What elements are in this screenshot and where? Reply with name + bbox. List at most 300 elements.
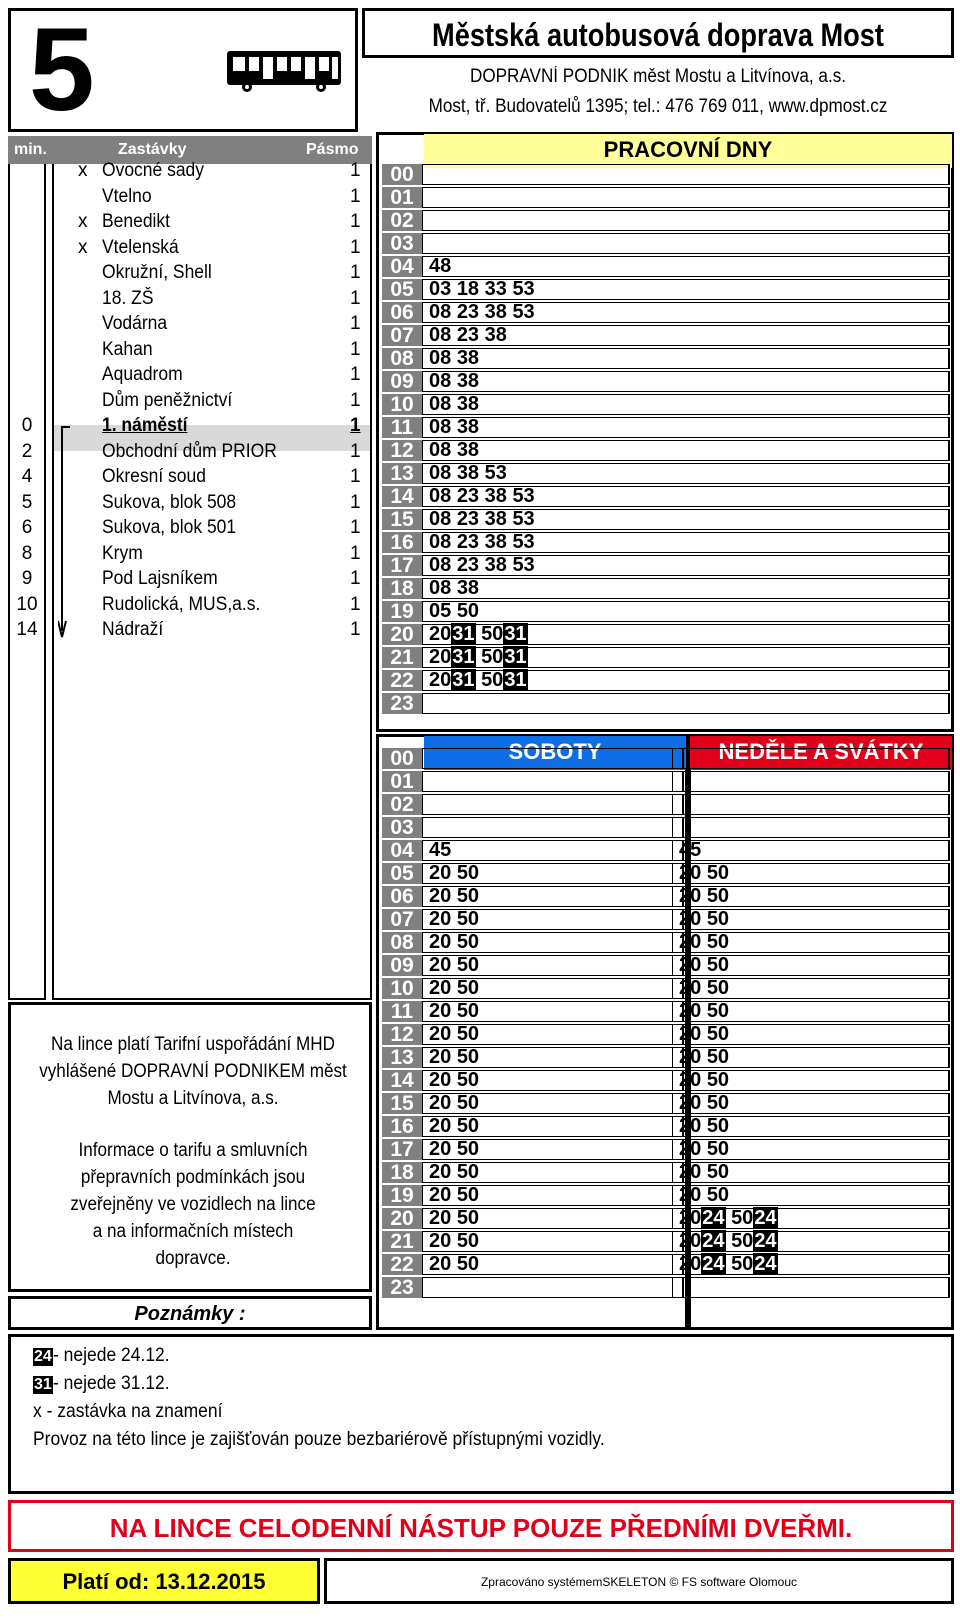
departure-minute: 53 <box>512 278 535 300</box>
departure-minute: 20 <box>679 1023 702 1045</box>
departure-minute: 50 <box>706 1046 730 1068</box>
hour-cell: 18 <box>382 1162 422 1183</box>
departure-minute: 53 <box>512 485 535 507</box>
departure-minute: 50 <box>456 862 480 884</box>
departure-minute: 20 <box>429 908 452 930</box>
exception-badge: 31 <box>452 646 475 668</box>
departure-minute: 20 <box>429 1253 452 1275</box>
workday-minutes-row <box>422 325 950 346</box>
departure-minute: 50 <box>706 1115 730 1137</box>
departure-minute: 20 <box>429 885 452 907</box>
departure-minute: 38 <box>456 393 480 415</box>
exception-badge: 24 <box>702 1230 725 1252</box>
hour-cell: 23 <box>382 1277 422 1298</box>
sunday-minutes-row <box>672 1254 950 1275</box>
stop-name: Vtelno <box>102 185 152 207</box>
departure-minute: 38 <box>484 508 507 530</box>
hour-cell: 21 <box>382 647 422 668</box>
workday-minutes-row <box>422 647 950 668</box>
request-stop-mark: x <box>78 160 88 181</box>
stop-zone: 1 <box>350 313 361 334</box>
departure-minute: 20 <box>429 669 452 691</box>
stop-zone: 1 <box>350 440 361 462</box>
line-number: 5 <box>29 4 95 136</box>
departure-minute: 50 <box>456 600 480 622</box>
stop-name: Sukova, blok 501 <box>102 517 237 538</box>
departure-minute: 50 <box>706 931 730 953</box>
departure-minute: 20 <box>429 1069 452 1091</box>
departure-minute: 38 <box>484 554 507 576</box>
stop-minute: 4 <box>21 466 33 487</box>
stop-name: Vodárna <box>102 313 168 334</box>
departure-minute: 23 <box>456 324 480 346</box>
badge-24: 24 <box>34 1348 52 1365</box>
stop-zone: 1 <box>350 262 361 283</box>
departure-minute: 50 <box>456 1115 480 1137</box>
hour-cell: 03 <box>382 233 422 254</box>
notes-title: Poznámky : <box>134 1303 246 1325</box>
hour-cell: 09 <box>382 955 422 976</box>
stop-name: Krym <box>102 542 143 564</box>
company-subtitle: DOPRAVNÍ PODNIK měst Mostu a Litvínova, a.s. <box>469 66 847 87</box>
departure-minute: 50 <box>456 1138 480 1160</box>
hour-cell: 19 <box>382 1185 422 1206</box>
stop-zone: 1 <box>350 619 361 640</box>
stop-row <box>8 184 372 210</box>
hour-cell: 04 <box>382 840 422 861</box>
departure-minute: 45 <box>429 839 452 861</box>
stop-name: Pod Lajsníkem <box>102 568 218 589</box>
workday-minutes-row <box>422 509 950 530</box>
stop-name: Ovocné sady <box>102 160 205 181</box>
workday-minutes-row <box>422 279 950 300</box>
hour-cell: 22 <box>382 670 422 691</box>
tariff-line: Mostu a Litvínova, a.s. <box>107 1088 279 1109</box>
valid-from: Platí od: 13.12.2015 <box>62 1569 266 1594</box>
departure-minute: 53 <box>512 554 535 576</box>
departure-minute: 50 <box>706 1092 730 1114</box>
hour-cell: 02 <box>382 210 422 231</box>
exception-badge: 24 <box>754 1230 777 1252</box>
departure-minute: 20 <box>429 1138 452 1160</box>
stop-name: Dům peněžnictví <box>102 389 233 411</box>
departure-minute: 08 <box>429 301 452 323</box>
tariff-paragraph-2 <box>11 1137 375 1272</box>
hour-cell: 06 <box>382 302 422 323</box>
stop-row <box>8 464 372 490</box>
hour-cell: 02 <box>382 794 422 815</box>
stop-row <box>8 337 372 363</box>
sunday-minutes-row <box>672 1231 950 1252</box>
stop-name: Okružní, Shell <box>102 262 212 283</box>
saturday-minutes-row <box>422 932 684 953</box>
departure-minute: 08 <box>429 347 452 369</box>
departure-minute: 20 <box>429 1230 452 1252</box>
departure-minute: 20 <box>429 1046 452 1068</box>
legend-24 <box>33 1345 180 1367</box>
workdays-title: PRACOVNÍ DNY <box>424 134 952 168</box>
min-header: min. <box>14 141 47 158</box>
departure-minute: 20 <box>679 908 702 930</box>
departure-minute: 38 <box>456 347 480 369</box>
stop-minute: 9 <box>21 568 33 589</box>
departure-minute: 38 <box>456 370 480 392</box>
hour-cell: 08 <box>382 348 422 369</box>
sunday-minutes-row <box>672 1162 950 1183</box>
tariff-paragraph-1 <box>11 1031 375 1112</box>
tariff-line: Informace o tarifu a smluvních <box>78 1140 308 1161</box>
request-stop-mark: x <box>78 211 88 232</box>
sunday-minutes-row <box>672 1116 950 1137</box>
departure-minute: 38 <box>456 577 480 599</box>
departure-minute: 50 <box>456 977 480 999</box>
stop-zone: 1 <box>350 185 361 207</box>
stop-zone: 1 <box>350 568 361 589</box>
stop-zone: 1 <box>350 389 361 411</box>
stop-name: Benedikt <box>102 211 171 232</box>
departure-minute: 50 <box>456 908 480 930</box>
stop-name: Nádraží <box>102 619 164 640</box>
workday-minutes-row <box>422 693 950 714</box>
saturday-minutes-row <box>422 748 684 769</box>
departure-minute: 50 <box>456 931 480 953</box>
departure-minute: 20 <box>429 623 452 645</box>
saturday-minutes-row <box>422 955 684 976</box>
departure-minute: 38 <box>484 485 507 507</box>
stop-zone: 1 <box>350 466 361 487</box>
hour-cell: 06 <box>382 886 422 907</box>
workday-minutes-row <box>422 601 950 622</box>
departure-minute: 08 <box>429 554 452 576</box>
workday-minutes-row <box>422 486 950 507</box>
hour-cell: 01 <box>382 187 422 208</box>
hour-cell: 05 <box>382 863 422 884</box>
exception-badge: 24 <box>754 1207 777 1229</box>
legend-accessibility <box>33 1429 654 1451</box>
stop-row <box>8 515 372 541</box>
stop-name: Sukova, blok 508 <box>102 491 237 513</box>
saturday-minutes-row <box>422 840 684 861</box>
departure-minute: 08 <box>429 485 452 507</box>
sunday-minutes-row <box>672 794 950 815</box>
saturdays-title: SOBOTY <box>424 736 686 770</box>
departure-minute: 18 <box>456 278 480 300</box>
saturday-minutes-row <box>422 1047 684 1068</box>
departure-minute: 50 <box>706 885 730 907</box>
departure-minute: 20 <box>429 1000 452 1022</box>
departure-minute: 20 <box>679 1092 702 1114</box>
departure-minute: 50 <box>456 1000 480 1022</box>
departure-minute: 20 <box>679 1207 702 1229</box>
saturday-minutes-row <box>422 1116 684 1137</box>
legend-access-text: Provoz na této lince je zajišťován pouze bezbariérově přístupnými vozidly. <box>33 1429 605 1450</box>
stop-name: Aquadrom <box>102 364 183 385</box>
departure-minute: 50 <box>456 1046 480 1068</box>
departure-minute: 50 <box>456 1207 480 1229</box>
departure-minute: 50 <box>706 977 730 999</box>
workday-minutes-row <box>422 164 950 185</box>
departure-minute: 08 <box>429 370 452 392</box>
departure-minute: 20 <box>429 1184 452 1206</box>
workday-minutes-row <box>422 624 950 645</box>
departure-minute: 38 <box>456 416 480 438</box>
stop-name: Kahan <box>102 338 153 360</box>
hour-cell: 13 <box>382 1047 422 1068</box>
hour-cell: 00 <box>382 164 422 185</box>
departure-minute: 50 <box>456 954 480 976</box>
line-number-box <box>8 4 358 136</box>
departure-minute: 20 <box>429 1115 452 1137</box>
departure-minute: 08 <box>429 577 452 599</box>
departure-minute: 08 <box>429 324 452 346</box>
stop-row <box>8 158 372 184</box>
exception-badge: 31 <box>504 623 527 645</box>
saturday-minutes-row <box>422 1208 684 1229</box>
hour-cell: 00 <box>382 748 422 769</box>
valid-from-box <box>8 1558 320 1604</box>
departure-minute: 50 <box>456 1161 480 1183</box>
departure-minute: 20 <box>679 1230 702 1252</box>
exception-badge: 24 <box>702 1207 725 1229</box>
legend-request-stop <box>33 1401 239 1423</box>
notes-title-box <box>8 1296 372 1330</box>
exception-badge: 24 <box>702 1253 725 1275</box>
stop-row <box>8 439 372 465</box>
stop-minute: 8 <box>21 542 33 564</box>
departure-minute: 50 <box>456 1230 480 1252</box>
hour-cell: 07 <box>382 325 422 346</box>
legend-24-text: - nejede 24.12. <box>52 1345 170 1366</box>
exception-badge: 24 <box>754 1253 777 1275</box>
departure-minute: 20 <box>429 977 452 999</box>
departure-minute: 20 <box>679 1069 702 1091</box>
front-door-warning-box <box>8 1500 954 1552</box>
stop-row <box>8 209 372 235</box>
sunday-minutes-row <box>672 1277 950 1298</box>
sunday-minutes-row <box>672 748 950 769</box>
stop-row <box>8 592 372 618</box>
departure-minute: 50 <box>706 1000 730 1022</box>
badge-31: 31 <box>34 1376 52 1393</box>
departure-minute: 20 <box>429 1207 452 1229</box>
stop-zone: 1 <box>350 542 361 564</box>
saturday-minutes-row <box>422 1139 684 1160</box>
front-door-warning: NA LINCE CELODENNÍ NÁSTUP POUZE PŘEDNÍMI DVEŘMI. <box>109 1513 853 1543</box>
hour-cell: 22 <box>382 1254 422 1275</box>
hour-cell: 17 <box>382 1139 422 1160</box>
departure-minute: 08 <box>429 439 452 461</box>
saturday-minutes-row <box>422 909 684 930</box>
workday-minutes-row <box>422 578 950 599</box>
departure-minute: 50 <box>706 1069 730 1091</box>
saturday-minutes-row <box>422 817 684 838</box>
tariff-line: přepravních podmínkách jsou <box>80 1167 306 1188</box>
saturday-minutes-row <box>422 863 684 884</box>
sunday-minutes-row <box>672 955 950 976</box>
departure-minute: 20 <box>679 1115 702 1137</box>
workday-minutes-row <box>422 555 950 576</box>
departure-minute: 20 <box>679 1046 702 1068</box>
departure-minute: 38 <box>484 324 507 346</box>
exception-badge: 31 <box>504 669 527 691</box>
departure-minute: 20 <box>679 1161 702 1183</box>
departure-minute: 50 <box>456 885 480 907</box>
departure-minute: 20 <box>679 1000 702 1022</box>
company-address: Most, tř. Budovatelů 1395; tel.: 476 769 011, www.dpmost.cz <box>428 96 888 117</box>
departure-minute: 20 <box>679 862 702 884</box>
departure-minute: 50 <box>731 1253 754 1275</box>
stop-row <box>8 260 372 286</box>
stop-zone: 1 <box>350 211 361 232</box>
stop-row <box>8 286 372 312</box>
hour-cell: 12 <box>382 1024 422 1045</box>
departure-minute: 05 <box>429 600 452 622</box>
stop-name: Vtelenská <box>102 236 179 258</box>
departure-minute: 08 <box>429 462 452 484</box>
workday-minutes-row <box>422 210 950 231</box>
hour-cell: 17 <box>382 555 422 576</box>
departure-minute: 50 <box>731 1230 754 1252</box>
hour-cell: 21 <box>382 1231 422 1252</box>
workday-minutes-row <box>422 348 950 369</box>
request-stop-mark: x <box>78 236 88 258</box>
hour-cell: 14 <box>382 486 422 507</box>
saturday-minutes-row <box>422 886 684 907</box>
departure-minute: 20 <box>679 954 702 976</box>
saturday-minutes-row <box>422 1001 684 1022</box>
departure-minute: 20 <box>429 931 452 953</box>
hour-cell: 15 <box>382 509 422 530</box>
workday-minutes-row <box>422 233 950 254</box>
departure-minute: 38 <box>456 462 480 484</box>
hour-cell: 16 <box>382 1116 422 1137</box>
departure-minute: 23 <box>456 554 480 576</box>
departure-minute: 50 <box>706 1184 730 1206</box>
workday-minutes-row <box>422 187 950 208</box>
saturday-minutes-row <box>422 1093 684 1114</box>
stop-zone: 1 <box>350 338 361 360</box>
company-info <box>362 62 954 122</box>
sunday-minutes-row <box>672 771 950 792</box>
hour-cell: 14 <box>382 1070 422 1091</box>
hour-cell: 08 <box>382 932 422 953</box>
hour-cell: 20 <box>382 624 422 645</box>
stop-zone: 1 <box>350 160 361 181</box>
stop-row <box>8 235 372 261</box>
stop-name: Obchodní dům PRIOR <box>102 440 277 462</box>
hour-cell: 03 <box>382 817 422 838</box>
departure-minute: 50 <box>481 646 504 668</box>
departure-minute: 38 <box>456 439 480 461</box>
workday-minutes-row <box>422 256 950 277</box>
departure-minute: 53 <box>512 531 535 553</box>
departure-minute: 50 <box>706 862 730 884</box>
company-name: Městská autobusová doprava Most <box>432 17 884 53</box>
departure-minute: 20 <box>429 1161 452 1183</box>
stop-row <box>8 541 372 567</box>
hour-cell: 11 <box>382 417 422 438</box>
stop-name: 1. náměstí <box>102 415 188 436</box>
departure-minute: 53 <box>512 301 535 323</box>
saturday-minutes-row <box>422 1070 684 1091</box>
departure-minute: 08 <box>429 416 452 438</box>
departure-minute: 38 <box>484 301 507 323</box>
sundays-title: NEDĚLE A SVÁTKY <box>690 736 952 770</box>
departure-minute: 23 <box>456 508 480 530</box>
departure-minute: 20 <box>429 862 452 884</box>
stop-zone: 1 <box>350 491 361 513</box>
departure-minute: 50 <box>706 908 730 930</box>
saturday-minutes-row <box>422 1277 684 1298</box>
stop-zone: 1 <box>350 415 361 436</box>
departure-minute: 23 <box>456 301 480 323</box>
saturday-minutes-row <box>422 1185 684 1206</box>
legend-31 <box>33 1373 180 1395</box>
hour-cell: 18 <box>382 578 422 599</box>
departure-minute: 45 <box>679 839 702 861</box>
departure-minute: 20 <box>429 646 452 668</box>
stop-row <box>8 388 372 414</box>
saturday-minutes-row <box>422 1024 684 1045</box>
hour-cell: 20 <box>382 1208 422 1229</box>
sunday-minutes-row <box>672 886 950 907</box>
departure-minute: 20 <box>679 885 702 907</box>
tariff-info-box <box>8 1002 372 1292</box>
hour-cell: 01 <box>382 771 422 792</box>
legend-x-text: x - zastávka na znamení <box>33 1401 223 1422</box>
tariff-line: dopravce. <box>155 1248 231 1269</box>
stop-zone: 1 <box>350 593 361 615</box>
saturday-minutes-row <box>422 1254 684 1275</box>
hour-cell: 12 <box>382 440 422 461</box>
sunday-minutes-row <box>672 932 950 953</box>
bus-icon <box>225 47 345 93</box>
departure-minute: 20 <box>679 1138 702 1160</box>
departure-minute: 50 <box>456 1069 480 1091</box>
stop-row <box>8 413 372 439</box>
workday-minutes-row <box>422 532 950 553</box>
hour-cell: 11 <box>382 1001 422 1022</box>
departure-minute: 53 <box>484 462 507 484</box>
tariff-line: vyhlášené DOPRAVNÍ PODNIKEM měst <box>39 1061 347 1082</box>
sunday-minutes-row <box>672 1001 950 1022</box>
departure-minute: 08 <box>429 508 452 530</box>
saturday-minutes-row <box>422 1162 684 1183</box>
departure-minute: 33 <box>484 278 507 300</box>
hour-cell: 05 <box>382 279 422 300</box>
stop-minute: 5 <box>21 491 33 513</box>
exception-badge: 31 <box>452 669 475 691</box>
departure-minute: 50 <box>706 1138 730 1160</box>
sunday-minutes-row <box>672 1185 950 1206</box>
hour-cell: 16 <box>382 532 422 553</box>
hour-cell: 09 <box>382 371 422 392</box>
tariff-line: a na informačních místech <box>92 1221 294 1242</box>
stop-zone: 1 <box>350 287 361 309</box>
legend-31-text: - nejede 31.12. <box>52 1373 170 1394</box>
saturday-minutes-row <box>422 771 684 792</box>
departure-minute: 48 <box>429 255 452 277</box>
departure-minute: 50 <box>456 1184 480 1206</box>
departure-minute: 53 <box>512 508 535 530</box>
stop-zone: 1 <box>350 364 361 385</box>
sunday-minutes-row <box>672 1047 950 1068</box>
departure-minute: 50 <box>706 954 730 976</box>
credit-box <box>324 1558 954 1604</box>
stops-header-label: Zastávky <box>118 141 187 158</box>
exception-badge: 31 <box>452 623 475 645</box>
legend-box <box>8 1334 954 1494</box>
